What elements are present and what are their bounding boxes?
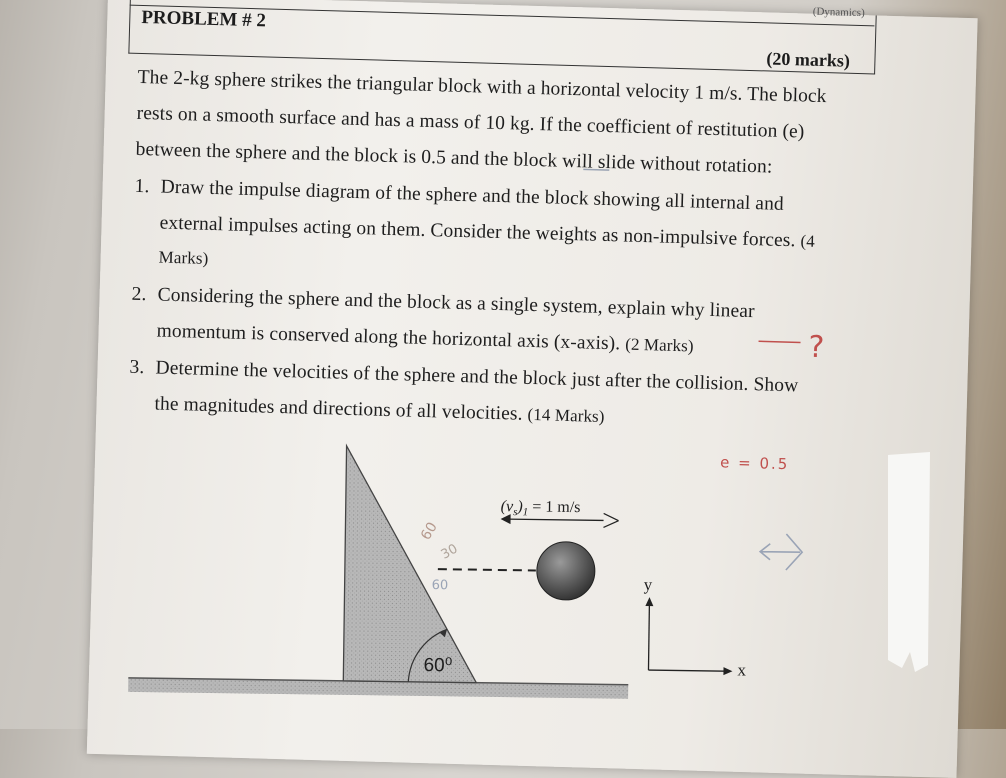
restitution-note: e = 0.5 [719,453,790,474]
question-3-text: the magnitudes and directions of all velocities. [154,393,523,425]
question-2-line-1: Considering the sphere and the block as a single system, explain why linear [157,284,755,323]
course-tag: (Dynamics) [812,5,865,20]
velocity-arrowhead [501,514,511,524]
total-marks: (20 marks) [766,48,851,71]
pencil-angle-note-2: 30 [438,541,461,563]
problem-title: PROBLEM # 2 [141,6,267,32]
question-1-number: 1. [134,175,150,198]
y-axis [648,602,649,670]
question-3-number: 3. [129,356,145,379]
intro-line-2: rests on a smooth surface and has a mass of 10 kg. If the coefficient of restitution (e) [136,102,805,143]
pencil-angle-note-1: 60 [417,519,441,544]
angle-label: 60⁰ [423,654,453,677]
x-axis [648,670,726,671]
pencil-angle-note-3: 60 [431,578,449,594]
intro-line-3: between the sphere and the block is 0.5 and the block will slide without rotation: [135,138,773,178]
velocity-arrow-tail-1 [604,513,619,520]
triangular-block [343,446,479,683]
x-axis-label: x [737,660,747,680]
question-1-text: external impulses acting on them. Consider the weights as non-impulsive forces. [159,212,796,252]
velocity-label: $(v_s)_1 = 1$ m/s [500,498,581,519]
question-1-line-1: Draw the impulse diagram of the sphere and the block showing all internal and [160,176,785,215]
white-tape [888,452,930,672]
question-1-marks: (4 [800,231,816,251]
handwritten-question-mark: ? [807,329,825,366]
velocity-arrow-tail-2 [603,520,618,527]
question-3-line-1: Determine the velocities of the sphere and the block just after the collision. Show [155,357,799,397]
question-2-number: 2. [131,283,147,306]
question-2-text: momentum is conserved along the horizontal axis (x-axis). [156,320,621,355]
intro-line-1: The 2-kg sphere strikes the triangular block with a horizontal velocity 1 m/s. The block [137,66,827,108]
question-1-marks-cont: Marks) [158,247,209,268]
y-axis-label: y [643,575,653,595]
question-3-marks: (14 Marks) [527,404,605,427]
velocity-arrow [506,519,604,520]
dashed-line [438,569,536,570]
x-axis-arrowhead [723,667,732,675]
pencil-arrow-sketch [760,534,802,571]
sphere [536,542,595,601]
y-axis-arrowhead [645,597,653,606]
question-2-marks: (2 Marks) [624,334,694,356]
